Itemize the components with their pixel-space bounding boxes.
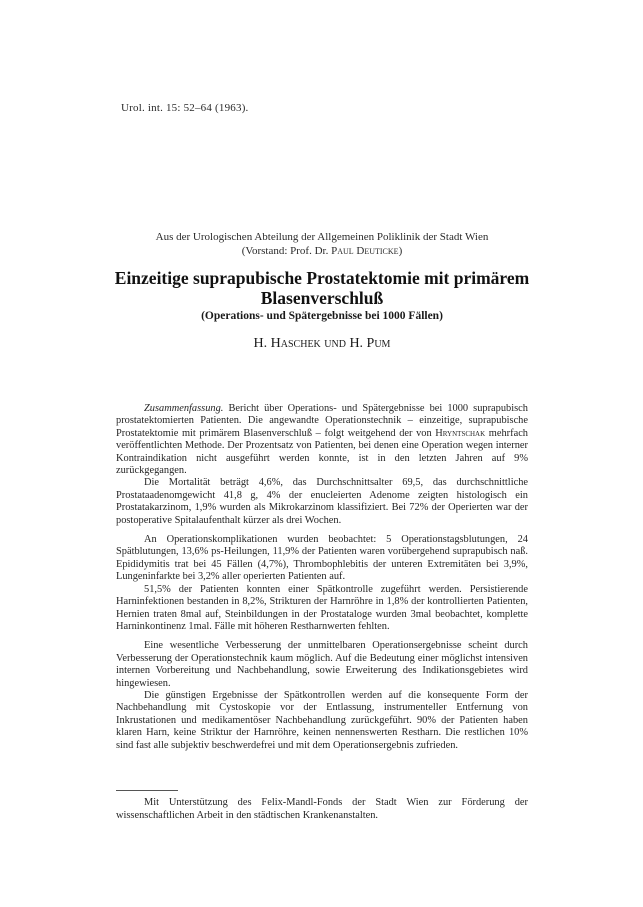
summary-paragraph-5: Eine wesentliche Verbesserung der unmittelbaren Operationsergebnisse scheint durch Verbesserung der Operationstechnik kaum möglich. Auf die Bedeutung einer möglichst intensiven internen Vorbereitung und Nachbehandlung, sowie Erweiterung des Indikationsgebietes wird hingewiesen. — [116, 640, 528, 689]
summary-label: Zusammenfassung. — [144, 403, 224, 414]
department-head-name: Paul Deuticke — [331, 245, 399, 257]
footnote — [116, 797, 528, 822]
cited-author-name: Hryntschak — [435, 427, 486, 439]
summary-text-1a: Bericht über Operations- und Spätergebnisse bei 1000 suprapubisch prostatektomierten Patienten. Die angewandte Operationstechnik – einzeitige, suprapubische Prostatektomie mit primärem Blasenverschluß – folgt weitgehend der von — [116, 403, 528, 439]
authors: H. Haschek und H. Pum — [253, 336, 391, 351]
summary-section — [116, 403, 528, 752]
summary-text-1b: mehrfach veröffentlichten Methode. Der Prozentsatz von Patienten, bei denen eine Operation wegen interner Kontraindikation nicht ausgeführt werden konnte, ist in den letzten Jahren auf 9% zurückgegangen. — [116, 427, 529, 477]
affiliation-prefix: (Vorstand: Prof. Dr. — [241, 245, 332, 257]
affiliation-line-1: Aus der Urologischen Abteilung der Allgemeinen Poliklinik der Stadt Wien — [155, 231, 489, 243]
affiliation-suffix: ) — [398, 245, 403, 257]
affiliation-line-2 — [108, 244, 536, 258]
journal-citation: Urol. int. 15: 52–64 (1963). — [121, 102, 249, 114]
summary-paragraph-2: Die Mortalität beträgt 4,6%, das Durchschnittsalter 69,5, das durchschnittliche Prostataadenomgewicht 41,8 g, 4% der enucleierten Adenome zeigten histologisch ein Prostatakarzinom, 1,9% wurden als Mikrokarzinom klassifiziert. Bei 72% der Operierten war der postoperative Spitalaufenthalt kürzer als drei Wochen. — [116, 477, 528, 526]
footnote-text: Mit Unterstützung des Felix-Mandl-Fonds der Stadt Wien zur Förderung der wissenschaftlichen Arbeit in den städtischen Krankenanstalten. — [116, 797, 528, 821]
paper-subtitle: (Operations- und Spätergebnisse bei 1000 Fällen) — [201, 310, 443, 322]
summary-paragraph-1 — [116, 403, 528, 477]
summary-paragraph-3: An Operationskomplikationen wurden beobachtet: 5 Operationstagsblutungen, 24 Spätblutungen, 13,6% ps-Heilungen, 11,9% der Patienten waren vorübergehend suprapubisch naß. Epididymitis trat bei 45 Fällen (4,7%), Thrombophlebitis der unteren Extremitäten bei 3,9%, Lungeninfarkte bei 3,2% aller operierten Patienten auf. — [116, 534, 528, 583]
paper-title: Einzeitige suprapubische Prostatektomie mit primärem Blasenverschluß — [114, 268, 530, 308]
summary-paragraph-4: 51,5% der Patienten konnten einer Spätkontrolle zugeführt werden. Persistierende Harninfektionen bestanden in 8,2%, Strikturen der Harnröhre in 1,8% der kontrollierten Patienten, Hernien traten 8mal auf, Steinbildungen in der Prostataloge wurden 3mal beobachtet, komplette Harninkontinenz 1mal. Fälle mit höheren Restharnwerten fehlten. — [116, 583, 528, 632]
affiliation — [108, 230, 536, 258]
footnote-divider — [116, 790, 178, 791]
summary-paragraph-6: Die günstigen Ergebnisse der Spätkontrollen werden auf die konsequente Form der Nachbehandlung mit Cystoskopie vor der Entlassung, instrumenteller Entfernung von Inkrustationen und medikamentöser Nachbehandlung zurückgeführt. 90% der Patienten haben klaren Harn, keine Striktur der Harnröhre, keinen nennenswerten Restharn. Die restlichen 10% sind fast alle subjektiv beschwerdefrei und mit dem Operationsergebnis zufrieden. — [116, 689, 528, 751]
